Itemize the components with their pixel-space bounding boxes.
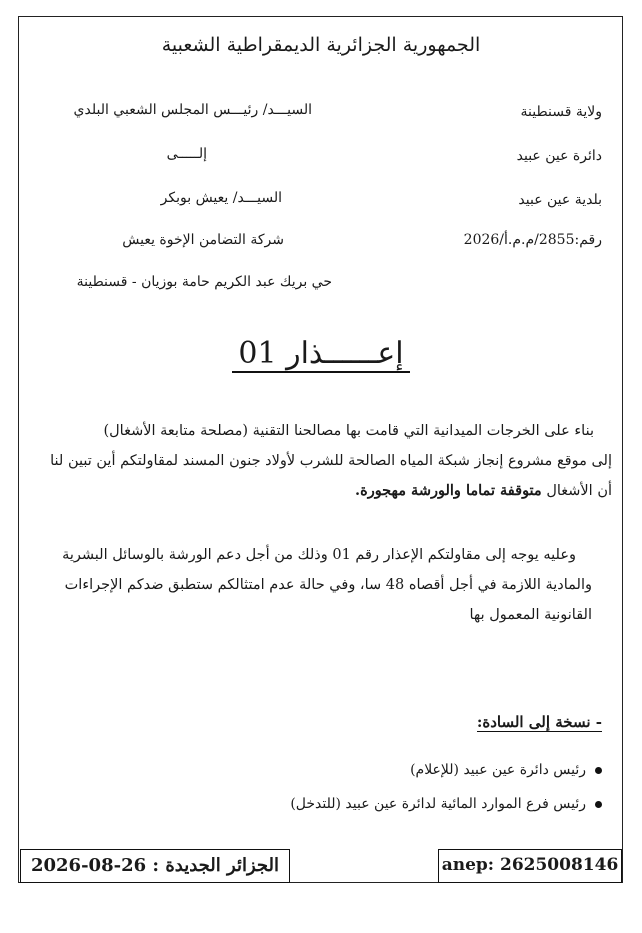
status-bold-text: متوقفة تماما والورشة مهجورة. (355, 482, 542, 499)
commune-label: بلدية عين عبيد (518, 192, 602, 208)
from-title: السيـــد/ رئيـــس المجلس الشعبي البلدي (73, 102, 312, 118)
paragraph-2 (52, 540, 592, 630)
paragraph-2-line-3: القانونية المعمول بها (469, 607, 592, 623)
paragraph-1-line-1: بناء على الخرجات الميدانية التي قامت بها مصالحنا التقنية (مصلحة متابعة الأشغال) (103, 423, 594, 439)
copies-label: - نسخة إلى السادة: (476, 713, 602, 731)
anep-stamp: anep: 2625008146 (438, 849, 622, 883)
newspaper-stamp: الجزائر الجديدة : 26-08-2026 (20, 849, 290, 883)
document-title: الجمهورية الجزائرية الديمقراطية الشعبية (161, 34, 481, 56)
reference-number: رقم:2855/م.م.أ/2026 (463, 232, 602, 248)
daira-label: دائرة عين عبيد (516, 148, 602, 164)
paragraph-1 (28, 416, 612, 506)
wilaya-label: ولاية قسنطينة (520, 104, 602, 120)
copy-item-1: رئيس دائرة عين عبيد (للإعلام) (410, 762, 602, 778)
copy-item-2: رئيس فرع الموارد المائية لدائرة عين عبيد (للتدخل) (290, 796, 602, 812)
bullet-icon (595, 767, 602, 774)
bullet-icon (595, 801, 602, 808)
paragraph-1-line-3: أن الأشغال متوقفة تماما والورشة مهجورة. (355, 482, 612, 499)
notice-heading: إعــــــذار 01 (0, 336, 642, 371)
paragraph-1-line-2: إلى موقع مشروع إنجاز شبكة المياه الصالحة للشرب لأولاد جنون المسند لمقاولتكم أين تبين لنا (50, 453, 612, 469)
recipient-company: شركة التضامن الإخوة يعيش (122, 232, 284, 248)
recipient-address: حي بريك عبد الكريم حامة بوزيان - قسنطينة (76, 274, 332, 290)
paragraph-2-line-2: والمادية اللازمة في أجل أقصاه 48 سا، وفي حالة عدم امتثالكم ستطبق ضدكم الإجراءات (64, 577, 592, 593)
paragraph-2-line-1: وعليه يوجه إلى مقاولتكم الإعذار رقم 01 وذلك من أجل دعم الورشة بالوسائل البشرية (62, 547, 576, 563)
recipient-name: السيـــد/ يعيش بوبكر (160, 190, 282, 206)
to-label: إلـــــى (166, 146, 207, 162)
